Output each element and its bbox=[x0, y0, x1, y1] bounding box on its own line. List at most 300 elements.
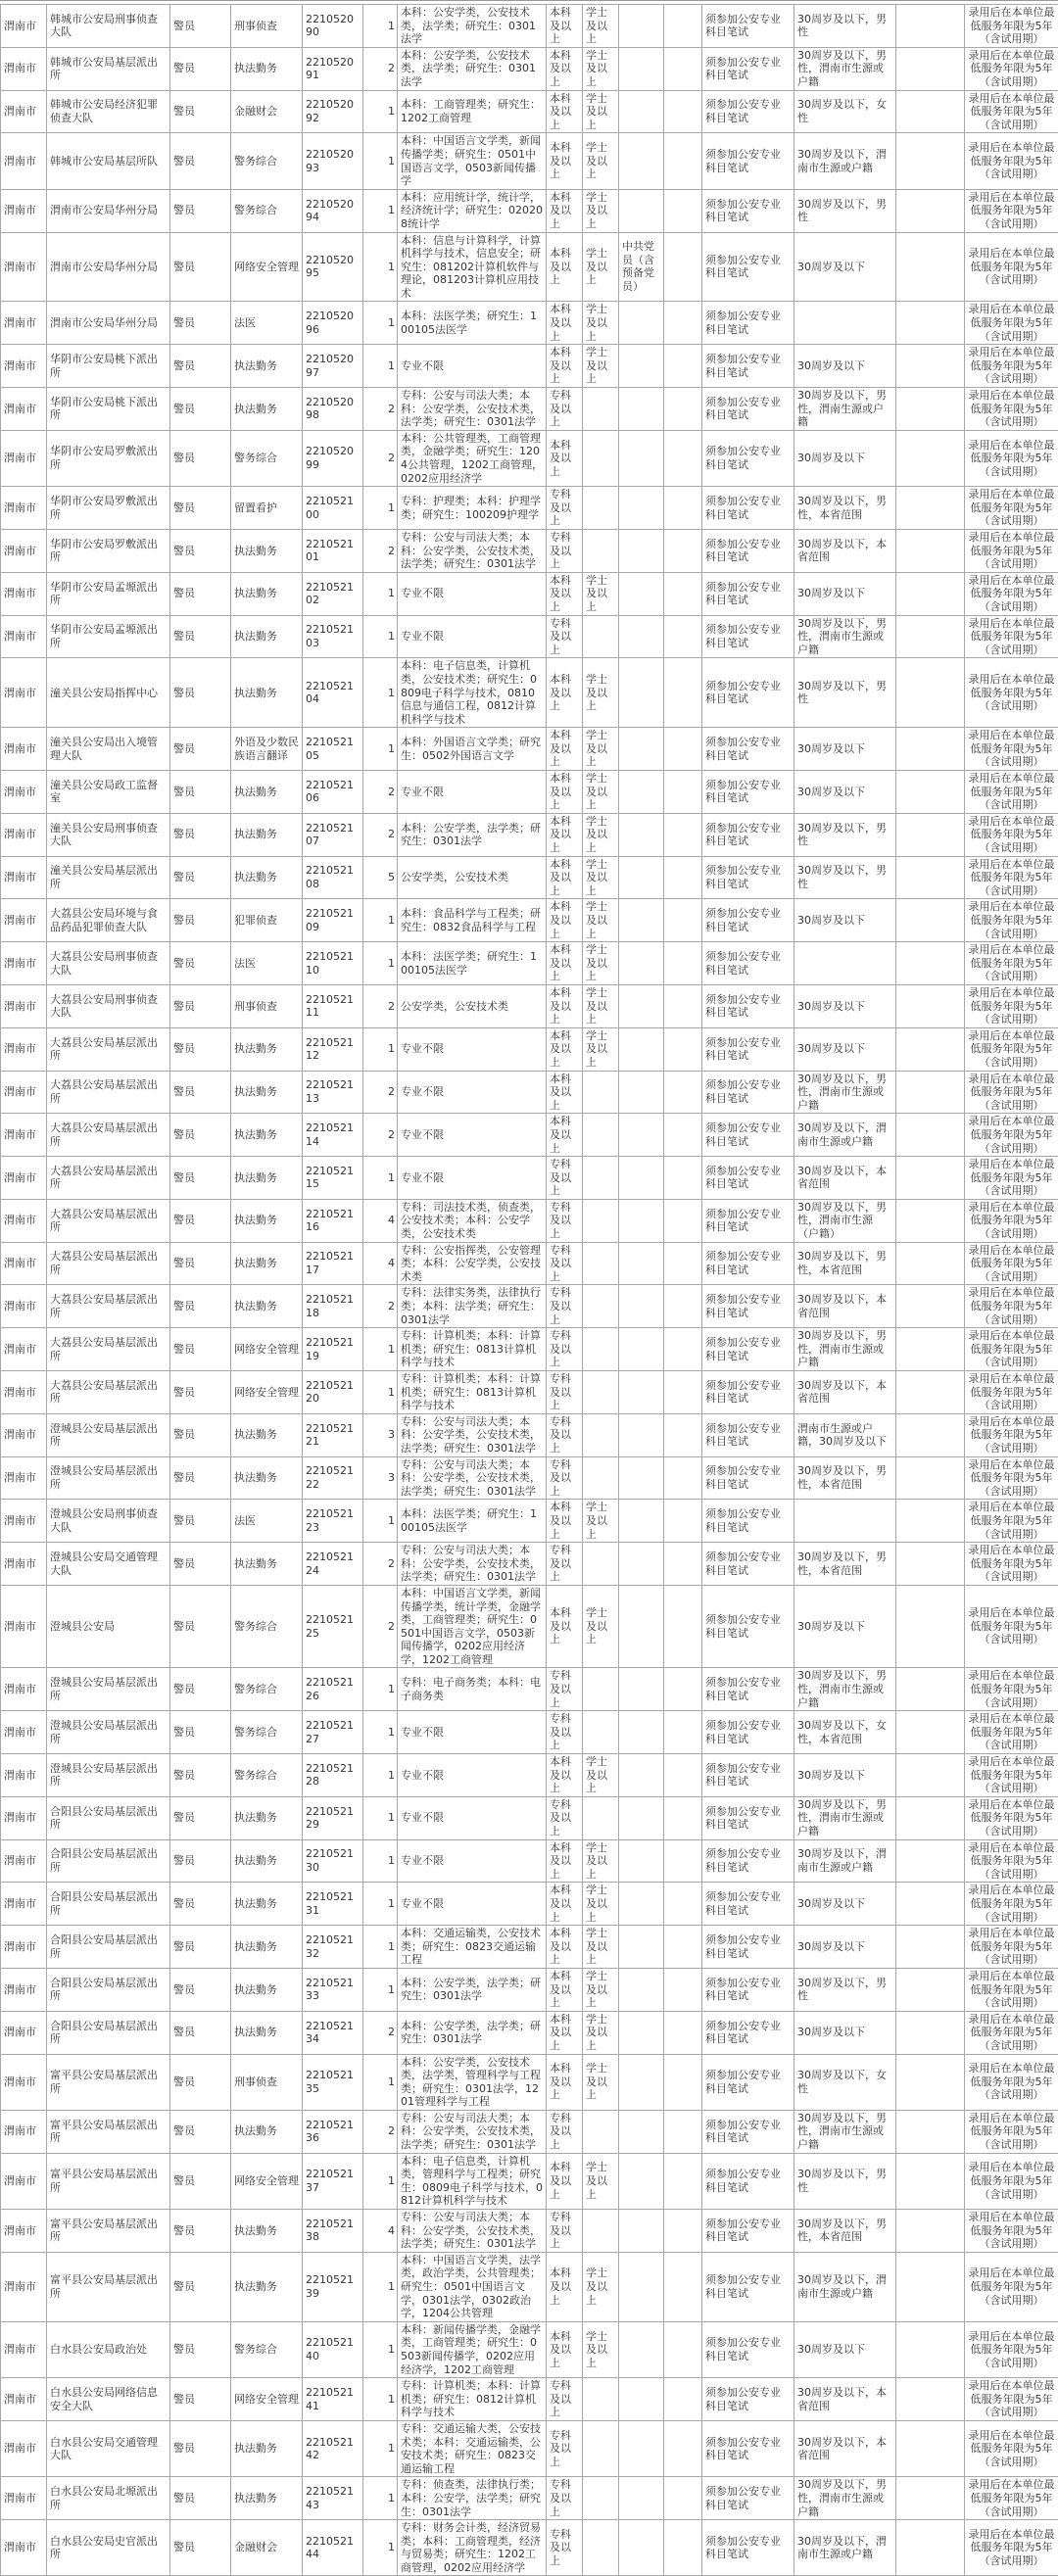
position-code-cell: 221052141 bbox=[303, 2378, 363, 2421]
unit-cell: 大荔县公安局基层派出所 bbox=[47, 1027, 170, 1071]
major-cell: 本科：公安学类，法学类；研究生：0301法学 bbox=[398, 813, 547, 856]
unit-cell: 富平县公安局基层派出所 bbox=[47, 2054, 170, 2110]
other-requirements-cell: 30周岁及以下 bbox=[794, 1027, 896, 1071]
staff-type-cell: 警员 bbox=[170, 984, 231, 1027]
major-cell: 本科：新闻传播学类，金融学类，工商管理类；研究生：0503新闻传播学，0202应用经济学，1202工商管理 bbox=[398, 2321, 547, 2377]
blank-cell bbox=[896, 2520, 965, 2576]
major-cell: 专科：财务会计类，经济贸易类；本科：工商管理类，经济与贸易类；研究生：1202工商管理，0202应用经济学 bbox=[398, 2520, 547, 2576]
position-cell: 执法勤务 bbox=[231, 771, 303, 814]
blank-cell bbox=[896, 615, 965, 658]
table-row bbox=[1, 430, 1058, 486]
political-status-cell bbox=[619, 813, 664, 856]
blank-cell bbox=[664, 572, 702, 615]
headcount-cell: 1 bbox=[363, 728, 398, 771]
unit-cell: 富平县公安局基层派出所 bbox=[47, 2110, 170, 2153]
table-row bbox=[1, 1968, 1058, 2011]
blank-cell bbox=[664, 1071, 702, 1114]
education-cell: 专科及以上 bbox=[547, 1456, 583, 1500]
unit-cell: 合阳县公安局基层派出所 bbox=[47, 1796, 170, 1839]
education-cell: 专科及以上 bbox=[547, 2520, 583, 2576]
table-row bbox=[1, 1027, 1058, 1071]
city-cell: 渭南市 bbox=[1, 133, 47, 189]
service-term-cell: 录用后在本单位最低服务年限为5年（含试用期） bbox=[965, 345, 1058, 388]
major-cell: 专业不限 bbox=[398, 1157, 547, 1200]
staff-type-cell: 警员 bbox=[170, 1114, 231, 1157]
blank-cell bbox=[896, 47, 965, 90]
degree-cell: 学士及以上 bbox=[583, 658, 619, 728]
major-cell: 专业不限 bbox=[398, 1114, 547, 1157]
education-cell: 本科及以上 bbox=[547, 942, 583, 985]
position-code-cell: 221052124 bbox=[303, 1543, 363, 1586]
city-cell: 渭南市 bbox=[1, 1543, 47, 1586]
service-term-cell: 录用后在本单位最低服务年限为5年（含试用期） bbox=[965, 771, 1058, 814]
city-cell: 渭南市 bbox=[1, 771, 47, 814]
exam-cell: 须参加公安专业科目笔试 bbox=[702, 1926, 794, 1969]
major-cell: 专业不限 bbox=[398, 1754, 547, 1797]
education-cell: 专科及以上 bbox=[547, 2378, 583, 2421]
position-cell: 执法勤务 bbox=[231, 1114, 303, 1157]
position-code-cell: 221052110 bbox=[303, 942, 363, 985]
blank-cell bbox=[896, 5, 965, 48]
staff-type-cell: 警员 bbox=[170, 2477, 231, 2520]
degree-cell: 学士及以上 bbox=[583, 984, 619, 1027]
headcount-cell: 2 bbox=[363, 529, 398, 572]
political-status-cell bbox=[619, 658, 664, 728]
exam-cell: 须参加公安专业科目笔试 bbox=[702, 90, 794, 133]
degree-cell bbox=[583, 430, 619, 486]
political-status-cell bbox=[619, 2321, 664, 2377]
political-status-cell bbox=[619, 1027, 664, 1071]
city-cell: 渭南市 bbox=[1, 1071, 47, 1114]
blank-cell bbox=[664, 1413, 702, 1456]
exam-cell: 须参加公安专业科目笔试 bbox=[702, 1711, 794, 1754]
city-cell: 渭南市 bbox=[1, 2420, 47, 2476]
table-row bbox=[1, 1796, 1058, 1839]
other-requirements-cell: 30周岁及以下，男性 bbox=[794, 658, 896, 728]
blank-cell bbox=[664, 2321, 702, 2377]
headcount-cell: 1 bbox=[363, 2153, 398, 2209]
service-term-cell: 录用后在本单位最低服务年限为5年（含试用期） bbox=[965, 189, 1058, 232]
political-status-cell bbox=[619, 1839, 664, 1883]
degree-cell bbox=[583, 2477, 619, 2520]
degree-cell: 学士及以上 bbox=[583, 1883, 619, 1926]
degree-cell bbox=[583, 2110, 619, 2153]
position-code-cell: 221052092 bbox=[303, 90, 363, 133]
major-cell: 专科：公安与司法大类；本科：公安学类，公安技术类，法学类；研究生：0301法学 bbox=[398, 1543, 547, 1586]
blank-cell bbox=[664, 1242, 702, 1285]
unit-cell: 白水县公安局史官派出所 bbox=[47, 2520, 170, 2576]
political-status-cell bbox=[619, 1543, 664, 1586]
position-cell: 执法勤务 bbox=[231, 1968, 303, 2011]
position-code-cell: 221052104 bbox=[303, 658, 363, 728]
position-code-cell: 221052136 bbox=[303, 2110, 363, 2153]
staff-type-cell: 警员 bbox=[170, 1754, 231, 1797]
degree-cell bbox=[583, 1543, 619, 1586]
table-row bbox=[1, 856, 1058, 899]
exam-cell: 须参加公安专业科目笔试 bbox=[702, 1242, 794, 1285]
position-cell: 刑事侦查 bbox=[231, 2054, 303, 2110]
degree-cell bbox=[583, 529, 619, 572]
position-code-cell: 221052121 bbox=[303, 1413, 363, 1456]
service-term-cell: 录用后在本单位最低服务年限为5年（含试用期） bbox=[965, 2252, 1058, 2321]
service-term-cell: 录用后在本单位最低服务年限为5年（含试用期） bbox=[965, 984, 1058, 1027]
other-requirements-cell: 30周岁及以下，女性 bbox=[794, 90, 896, 133]
major-cell: 本科：应用统计学，统计学，经济统计学；研究生：020208统计学 bbox=[398, 189, 547, 232]
headcount-cell: 4 bbox=[363, 1242, 398, 1285]
service-term-cell: 录用后在本单位最低服务年限为5年（含试用期） bbox=[965, 1157, 1058, 1200]
political-status-cell bbox=[619, 1796, 664, 1839]
exam-cell: 须参加公安专业科目笔试 bbox=[702, 430, 794, 486]
staff-type-cell: 警员 bbox=[170, 658, 231, 728]
major-cell: 专科：计算机类；本科：计算机类；研究生：0813计算机科学与技术 bbox=[398, 1371, 547, 1414]
blank-cell bbox=[896, 1796, 965, 1839]
unit-cell: 华阴市公安局孟塬派出所 bbox=[47, 572, 170, 615]
exam-cell: 须参加公安专业科目笔试 bbox=[702, 1371, 794, 1414]
staff-type-cell: 警员 bbox=[170, 1199, 231, 1242]
blank-cell bbox=[664, 47, 702, 90]
table-row bbox=[1, 572, 1058, 615]
major-cell: 公安学类，公安技术类 bbox=[398, 856, 547, 899]
service-term-cell: 录用后在本单位最低服务年限为5年（含试用期） bbox=[965, 1242, 1058, 1285]
unit-cell: 澄城县公安局基层派出所 bbox=[47, 1413, 170, 1456]
city-cell: 渭南市 bbox=[1, 1968, 47, 2011]
blank-cell bbox=[664, 2520, 702, 2576]
position-code-cell: 221052122 bbox=[303, 1456, 363, 1500]
headcount-cell: 1 bbox=[363, 1668, 398, 1711]
degree-cell: 学士及以上 bbox=[583, 771, 619, 814]
unit-cell: 大荔县公安局刑事侦查大队 bbox=[47, 942, 170, 985]
service-term-cell: 录用后在本单位最低服务年限为5年（含试用期） bbox=[965, 430, 1058, 486]
table-row bbox=[1, 232, 1058, 302]
education-cell: 专科及以上 bbox=[547, 2477, 583, 2520]
position-cell: 执法勤务 bbox=[231, 1027, 303, 1071]
unit-cell: 富平县公安局基层派出所 bbox=[47, 2153, 170, 2209]
education-cell: 本科及以上 bbox=[547, 1926, 583, 1969]
degree-cell bbox=[583, 2520, 619, 2576]
major-cell: 专科：公安与司法大类；本科：公安学类，公安技术类，法学类；研究生：0301法学 bbox=[398, 1413, 547, 1456]
unit-cell: 大荔县公安局基层派出所 bbox=[47, 1242, 170, 1285]
other-requirements-cell: 30周岁及以下，男性，渭南市生源或户籍 bbox=[794, 1668, 896, 1711]
city-cell: 渭南市 bbox=[1, 1668, 47, 1711]
headcount-cell: 5 bbox=[363, 856, 398, 899]
blank-cell bbox=[664, 615, 702, 658]
education-cell: 专科及以上 bbox=[547, 487, 583, 530]
staff-type-cell: 警员 bbox=[170, 1027, 231, 1071]
major-cell: 本科：中国语言文学类，法学类，政治学类，公共管理类；研究生：0501中国语言文学，0301法学，0302政治学，1204公共管理 bbox=[398, 2252, 547, 2321]
position-code-cell: 221052103 bbox=[303, 615, 363, 658]
education-cell: 专科及以上 bbox=[547, 1796, 583, 1839]
service-term-cell: 录用后在本单位最低服务年限为5年（含试用期） bbox=[965, 1413, 1058, 1456]
city-cell: 渭南市 bbox=[1, 302, 47, 345]
degree-cell bbox=[583, 1796, 619, 1839]
blank-cell bbox=[664, 90, 702, 133]
education-cell: 本科及以上 bbox=[547, 90, 583, 133]
headcount-cell: 2 bbox=[363, 1114, 398, 1157]
major-cell: 专业不限 bbox=[398, 771, 547, 814]
table-row bbox=[1, 1883, 1058, 1926]
exam-cell: 须参加公安专业科目笔试 bbox=[702, 5, 794, 48]
degree-cell: 学士及以上 bbox=[583, 728, 619, 771]
degree-cell: 学士及以上 bbox=[583, 2153, 619, 2209]
other-requirements-cell: 30周岁及以下，男性，本省范围 bbox=[794, 1242, 896, 1285]
unit-cell: 大荔县公安局基层派出所 bbox=[47, 1071, 170, 1114]
other-requirements-cell: 30周岁及以下，渭南市生源或户籍 bbox=[794, 2520, 896, 2576]
blank-cell bbox=[664, 813, 702, 856]
exam-cell: 须参加公安专业科目笔试 bbox=[702, 1883, 794, 1926]
city-cell: 渭南市 bbox=[1, 90, 47, 133]
position-code-cell: 221052125 bbox=[303, 1585, 363, 1668]
major-cell: 专科：公安与司法大类；本科：公安学类，公安技术类，法学类；研究生：0301法学 bbox=[398, 1456, 547, 1500]
education-cell: 本科及以上 bbox=[547, 771, 583, 814]
blank-cell bbox=[664, 2378, 702, 2421]
blank-cell bbox=[896, 388, 965, 431]
headcount-cell: 1 bbox=[363, 1796, 398, 1839]
other-requirements-cell: 30周岁及以下，本省范围 bbox=[794, 1285, 896, 1328]
political-status-cell: 中共党员（含预备党员） bbox=[619, 232, 664, 302]
service-term-cell: 录用后在本单位最低服务年限为5年（含试用期） bbox=[965, 2420, 1058, 2476]
other-requirements-cell: 30周岁及以下，女性，本省范围 bbox=[794, 1711, 896, 1754]
table-row bbox=[1, 133, 1058, 189]
service-term-cell: 录用后在本单位最低服务年限为5年（含试用期） bbox=[965, 2011, 1058, 2054]
blank-cell bbox=[664, 1796, 702, 1839]
degree-cell bbox=[583, 2210, 619, 2253]
position-cell: 执法勤务 bbox=[231, 388, 303, 431]
education-cell: 本科及以上 bbox=[547, 728, 583, 771]
staff-type-cell: 警员 bbox=[170, 1711, 231, 1754]
staff-type-cell: 警员 bbox=[170, 430, 231, 486]
exam-cell: 须参加公安专业科目笔试 bbox=[702, 1027, 794, 1071]
staff-type-cell: 警员 bbox=[170, 529, 231, 572]
blank-cell bbox=[664, 658, 702, 728]
political-status-cell bbox=[619, 1926, 664, 1969]
exam-cell: 须参加公安专业科目笔试 bbox=[702, 2520, 794, 2576]
education-cell: 本科及以上 bbox=[547, 2054, 583, 2110]
degree-cell bbox=[583, 2378, 619, 2421]
service-term-cell: 录用后在本单位最低服务年限为5年（含试用期） bbox=[965, 2153, 1058, 2209]
unit-cell: 潼关县公安局出入境管理大队 bbox=[47, 728, 170, 771]
blank-cell bbox=[896, 345, 965, 388]
table-row bbox=[1, 1839, 1058, 1883]
political-status-cell bbox=[619, 1754, 664, 1797]
blank-cell bbox=[664, 2420, 702, 2476]
table-row bbox=[1, 1413, 1058, 1456]
blank-cell bbox=[664, 487, 702, 530]
major-cell: 专业不限 bbox=[398, 1071, 547, 1114]
staff-type-cell: 警员 bbox=[170, 942, 231, 985]
exam-cell: 须参加公安专业科目笔试 bbox=[702, 899, 794, 942]
table-row bbox=[1, 615, 1058, 658]
unit-cell: 韩城市公安局基层派出所 bbox=[47, 47, 170, 90]
position-code-cell: 221052109 bbox=[303, 899, 363, 942]
exam-cell: 须参加公安专业科目笔试 bbox=[702, 1585, 794, 1668]
staff-type-cell: 警员 bbox=[170, 2110, 231, 2153]
blank-cell bbox=[896, 2110, 965, 2153]
staff-type-cell: 警员 bbox=[170, 2252, 231, 2321]
position-code-cell: 221052120 bbox=[303, 1371, 363, 1414]
degree-cell bbox=[583, 1371, 619, 1414]
position-code-cell: 221052119 bbox=[303, 1328, 363, 1371]
blank-cell bbox=[896, 2378, 965, 2421]
position-cell: 法医 bbox=[231, 302, 303, 345]
city-cell: 渭南市 bbox=[1, 728, 47, 771]
other-requirements-cell: 30周岁及以下，本省范围 bbox=[794, 529, 896, 572]
major-cell: 本科：外国语言文学类；研究生：0502外国语言文学 bbox=[398, 728, 547, 771]
headcount-cell: 2 bbox=[363, 984, 398, 1027]
unit-cell: 韩城市公安局基层所队 bbox=[47, 133, 170, 189]
staff-type-cell: 警员 bbox=[170, 90, 231, 133]
staff-type-cell: 警员 bbox=[170, 1668, 231, 1711]
political-status-cell bbox=[619, 430, 664, 486]
position-cell: 网络安全管理 bbox=[231, 232, 303, 302]
degree-cell bbox=[583, 1668, 619, 1711]
blank-cell bbox=[896, 1027, 965, 1071]
blank-cell bbox=[664, 899, 702, 942]
unit-cell: 潼关县公安局基层派出所 bbox=[47, 856, 170, 899]
major-cell: 本科：法医学类；研究生：100105法医学 bbox=[398, 942, 547, 985]
staff-type-cell: 警员 bbox=[170, 388, 231, 431]
service-term-cell: 录用后在本单位最低服务年限为5年（含试用期） bbox=[965, 1328, 1058, 1371]
education-cell: 专科及以上 bbox=[547, 1199, 583, 1242]
blank-cell bbox=[664, 430, 702, 486]
other-requirements-cell: 30周岁及以下 bbox=[794, 2321, 896, 2377]
staff-type-cell: 警员 bbox=[170, 1157, 231, 1200]
major-cell: 本科：食品科学与工程类；研究生：0832食品科学与工程 bbox=[398, 899, 547, 942]
blank-cell bbox=[896, 572, 965, 615]
degree-cell: 学士及以上 bbox=[583, 302, 619, 345]
headcount-cell: 1 bbox=[363, 1926, 398, 1969]
blank-cell bbox=[896, 1328, 965, 1371]
blank-cell bbox=[896, 487, 965, 530]
blank-cell bbox=[664, 771, 702, 814]
exam-cell: 须参加公安专业科目笔试 bbox=[702, 189, 794, 232]
unit-cell: 合阳县公安局基层派出所 bbox=[47, 1968, 170, 2011]
degree-cell: 学士及以上 bbox=[583, 2321, 619, 2377]
other-requirements-cell: 30周岁及以下，渭南市生源或户籍 bbox=[794, 2252, 896, 2321]
political-status-cell bbox=[619, 2011, 664, 2054]
city-cell: 渭南市 bbox=[1, 2153, 47, 2209]
unit-cell: 潼关县公安局刑事侦查大队 bbox=[47, 813, 170, 856]
exam-cell: 须参加公安专业科目笔试 bbox=[702, 2054, 794, 2110]
city-cell: 渭南市 bbox=[1, 1883, 47, 1926]
table-row bbox=[1, 1371, 1058, 1414]
headcount-cell: 2 bbox=[363, 388, 398, 431]
headcount-cell: 1 bbox=[363, 2054, 398, 2110]
other-requirements-cell: 30周岁及以下，男性，渭南市生源或户籍 bbox=[794, 1071, 896, 1114]
blank-cell bbox=[664, 1285, 702, 1328]
education-cell: 本科及以上 bbox=[547, 572, 583, 615]
unit-cell: 大荔县公安局基层派出所 bbox=[47, 1285, 170, 1328]
other-requirements-cell: 30周岁及以下 bbox=[794, 771, 896, 814]
political-status-cell bbox=[619, 487, 664, 530]
city-cell: 渭南市 bbox=[1, 345, 47, 388]
political-status-cell bbox=[619, 1711, 664, 1754]
major-cell: 专科：计算机类；本科：计算机类；研究生：0813计算机科学与技术 bbox=[398, 1328, 547, 1371]
exam-cell: 须参加公安专业科目笔试 bbox=[702, 2252, 794, 2321]
service-term-cell: 录用后在本单位最低服务年限为5年（含试用期） bbox=[965, 1285, 1058, 1328]
table-row bbox=[1, 658, 1058, 728]
city-cell: 渭南市 bbox=[1, 2252, 47, 2321]
blank-cell bbox=[664, 728, 702, 771]
table-row bbox=[1, 529, 1058, 572]
service-term-cell: 录用后在本单位最低服务年限为5年（含试用期） bbox=[965, 1585, 1058, 1668]
blank-cell bbox=[896, 1285, 965, 1328]
headcount-cell: 1 bbox=[363, 345, 398, 388]
service-term-cell: 录用后在本单位最低服务年限为5年（含试用期） bbox=[965, 1754, 1058, 1797]
staff-type-cell: 警员 bbox=[170, 47, 231, 90]
education-cell: 本科及以上 bbox=[547, 2252, 583, 2321]
city-cell: 渭南市 bbox=[1, 658, 47, 728]
other-requirements-cell: 30周岁及以下 bbox=[794, 572, 896, 615]
blank-cell bbox=[664, 2110, 702, 2153]
unit-cell: 华阴市公安局罗敷派出所 bbox=[47, 529, 170, 572]
education-cell: 本科及以上 bbox=[547, 47, 583, 90]
political-status-cell bbox=[619, 5, 664, 48]
service-term-cell: 录用后在本单位最低服务年限为5年（含试用期） bbox=[965, 942, 1058, 985]
table-row bbox=[1, 728, 1058, 771]
unit-cell: 白水县公安局北塬派出所 bbox=[47, 2477, 170, 2520]
table-row bbox=[1, 2321, 1058, 2377]
position-cell: 警务综合 bbox=[231, 133, 303, 189]
table-row bbox=[1, 2378, 1058, 2421]
position-cell: 外语及少数民族语言翻译 bbox=[231, 728, 303, 771]
political-status-cell bbox=[619, 1456, 664, 1500]
unit-cell: 潼关县公安局政工监督室 bbox=[47, 771, 170, 814]
staff-type-cell: 警员 bbox=[170, 189, 231, 232]
service-term-cell: 录用后在本单位最低服务年限为5年（含试用期） bbox=[965, 2477, 1058, 2520]
education-cell: 本科及以上 bbox=[547, 658, 583, 728]
major-cell: 专科：法律实务类，法律执行类；本科：法学类；研究生：0301法学 bbox=[398, 1285, 547, 1328]
education-cell: 本科及以上 bbox=[547, 1071, 583, 1114]
degree-cell: 学士及以上 bbox=[583, 1585, 619, 1668]
table-row bbox=[1, 899, 1058, 942]
exam-cell: 须参加公安专业科目笔试 bbox=[702, 1285, 794, 1328]
position-cell: 执法勤务 bbox=[231, 1242, 303, 1285]
service-term-cell: 录用后在本单位最低服务年限为5年（含试用期） bbox=[965, 899, 1058, 942]
headcount-cell: 1 bbox=[363, 1500, 398, 1543]
degree-cell bbox=[583, 1199, 619, 1242]
other-requirements-cell: 30周岁及以下，渭南市生源或户籍 bbox=[794, 1114, 896, 1157]
headcount-cell: 1 bbox=[363, 942, 398, 985]
table-row bbox=[1, 771, 1058, 814]
service-term-cell: 录用后在本单位最低服务年限为5年（含试用期） bbox=[965, 1668, 1058, 1711]
headcount-cell: 1 bbox=[363, 133, 398, 189]
city-cell: 渭南市 bbox=[1, 1413, 47, 1456]
headcount-cell: 1 bbox=[363, 2378, 398, 2421]
headcount-cell: 1 bbox=[363, 1328, 398, 1371]
position-cell: 警务综合 bbox=[231, 1585, 303, 1668]
education-cell: 本科及以上 bbox=[547, 1585, 583, 1668]
unit-cell: 大荔县公安局环境与食品药品犯罪侦查大队 bbox=[47, 899, 170, 942]
exam-cell: 须参加公安专业科目笔试 bbox=[702, 813, 794, 856]
political-status-cell bbox=[619, 856, 664, 899]
political-status-cell bbox=[619, 2153, 664, 2209]
political-status-cell bbox=[619, 1668, 664, 1711]
position-cell: 执法勤务 bbox=[231, 615, 303, 658]
city-cell: 渭南市 bbox=[1, 2210, 47, 2253]
position-cell: 执法勤务 bbox=[231, 1157, 303, 1200]
other-requirements-cell: 30周岁及以下，男性，渭南生源或户籍 bbox=[794, 388, 896, 431]
other-requirements-cell: 30周岁及以下 bbox=[794, 345, 896, 388]
education-cell: 本科及以上 bbox=[547, 133, 583, 189]
degree-cell: 学士及以上 bbox=[583, 5, 619, 48]
major-cell: 本科：公安学类，公安技术类，法学类；研究生：0301法学 bbox=[398, 5, 547, 48]
position-code-cell: 221052129 bbox=[303, 1796, 363, 1839]
position-cell: 执法勤务 bbox=[231, 1543, 303, 1586]
position-cell: 刑事侦查 bbox=[231, 5, 303, 48]
other-requirements-cell: 30周岁及以下，男性 bbox=[794, 856, 896, 899]
table-row bbox=[1, 2520, 1058, 2576]
other-requirements-cell: 30周岁及以下 bbox=[794, 1926, 896, 1969]
